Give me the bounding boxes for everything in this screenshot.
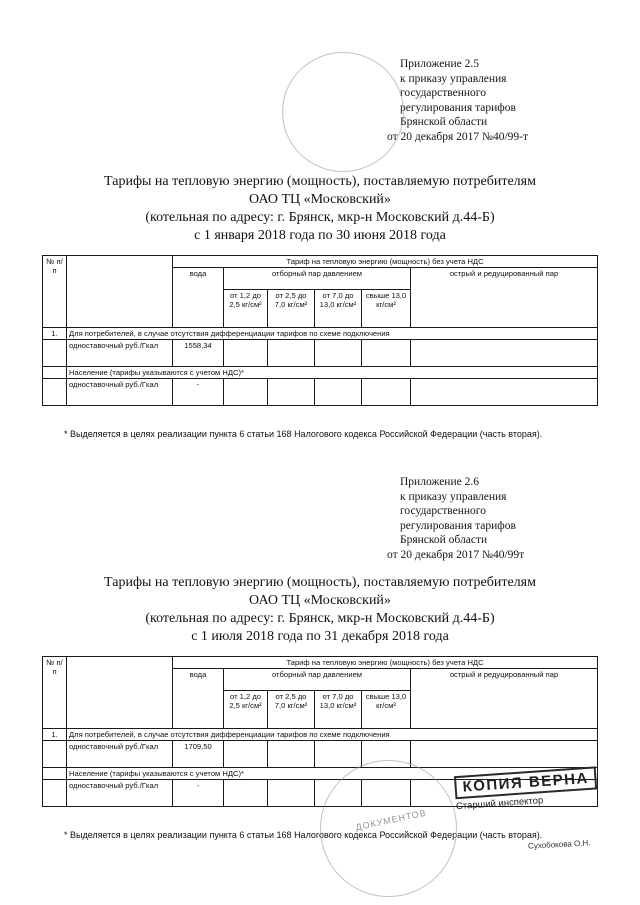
stamp-title: КОПИЯ ВЕРНА: [454, 766, 598, 799]
cell-empty: [224, 340, 268, 367]
row-num: 1.: [43, 729, 67, 741]
title-period: с 1 июля 2018 года по 31 декабря 2018 года: [191, 629, 449, 644]
appendix-line: регулирования тарифов: [400, 101, 516, 114]
tariff-table-1: [42, 255, 598, 406]
stamp-signature-name: Сухобокова О.Н.: [527, 838, 591, 851]
appendix-date: от 20 декабря 2017 №40/99-т: [387, 130, 529, 143]
cell-empty: [43, 780, 67, 807]
header-tariff: Тариф на тепловую энергию (мощность) без учета НДС: [173, 256, 598, 268]
header-sharp-steam: острый и редуцированный пар: [411, 669, 598, 729]
appendix-line: государственного: [400, 505, 486, 517]
appendix-line: Брянской области: [400, 116, 488, 128]
cell-value-water: 1709,50: [173, 741, 224, 768]
cell-empty: [268, 780, 315, 807]
header-empty: [67, 256, 173, 328]
stamp-role: Старший инспектор: [455, 795, 544, 813]
cell-value-population: -: [173, 379, 224, 406]
appendix-line: к приказу управления: [400, 72, 507, 85]
appendix-line: к приказу управления: [400, 490, 507, 503]
header-water: вода: [173, 669, 224, 729]
cell-empty: [224, 741, 268, 768]
appendix-block-2: [387, 475, 525, 562]
row-single-rate: одноставочный руб./Гкал: [67, 741, 173, 768]
header-pressure-3: от 7,0 до 13,0 кг/см²: [315, 290, 362, 328]
cell-empty: [43, 367, 67, 379]
faint-seal-bottom: [320, 760, 457, 897]
header-empty: [67, 657, 173, 729]
title-line: Тарифы на тепловую энергию (мощность), поставляемую потребителям: [104, 575, 536, 590]
header-pressure-1: от 1,2 до 2,5 кг/см²: [224, 691, 268, 729]
appendix-block-1: [387, 57, 529, 144]
header-water: вода: [173, 268, 224, 328]
cell-empty: [224, 780, 268, 807]
cell-value-water: 1558,34: [173, 340, 224, 367]
appendix-line: Брянской области: [400, 534, 488, 546]
cell-value-population: -: [173, 780, 224, 807]
cell-empty: [411, 379, 598, 406]
row-consumers: Для потребителей, в случае отсутствия дифференциации тарифов по схеме подключения: [67, 328, 598, 340]
footnote-1: * Выделяется в целях реализации пункта 6 статьи 168 Налогового кодекса Российской Федерации (часть вторая).: [64, 429, 543, 439]
header-steam: отборный пар давлением: [224, 268, 411, 290]
cell-empty: [43, 768, 67, 780]
appendix-line: Приложение 2.6: [400, 476, 479, 488]
cell-empty: [362, 379, 411, 406]
row-num: 1.: [43, 328, 67, 340]
title-line: ОАО ТЦ «Московский»: [249, 192, 391, 207]
cell-empty: [362, 340, 411, 367]
cell-empty: [411, 741, 598, 768]
faint-seal-top: [282, 52, 404, 172]
cell-empty: [268, 379, 315, 406]
cell-empty: [315, 340, 362, 367]
appendix-line: Приложение 2.5: [400, 58, 479, 70]
row-population: Население (тарифы указываются с учетом НДС)*: [67, 768, 598, 780]
row-population: Население (тарифы указываются с учетом НДС)*: [67, 367, 598, 379]
appendix-line: регулирования тарифов: [400, 519, 516, 532]
title-line: ОАО ТЦ «Московский»: [249, 593, 391, 608]
header-tariff: Тариф на тепловую энергию (мощность) без учета НДС: [173, 657, 598, 669]
header-pressure-4: свыше 13,0 кг/см²: [362, 691, 411, 729]
document-title-1: [40, 173, 600, 245]
header-num: № п/п: [43, 256, 67, 328]
header-pressure-2: от 2,5 до 7,0 кг/см²: [268, 290, 315, 328]
cell-empty: [411, 340, 598, 367]
appendix-date: от 20 декабря 2017 №40/99т: [387, 548, 525, 561]
cell-empty: [224, 379, 268, 406]
header-pressure-2: от 2,5 до 7,0 кг/см²: [268, 691, 315, 729]
seal-text: ДОКУМЕНТОВ: [354, 807, 428, 833]
cell-empty: [43, 741, 67, 768]
header-steam: отборный пар давлением: [224, 669, 411, 691]
footnote-2: * Выделяется в целях реализации пункта 6 статьи 168 Налогового кодекса Российской Федерации (часть вторая).: [64, 830, 543, 840]
cell-empty: [315, 741, 362, 768]
title-line: Тарифы на тепловую энергию (мощность), поставляемую потребителям: [104, 174, 536, 189]
row-consumers: Для потребителей, в случае отсутствия дифференциации тарифов по схеме подключения: [67, 729, 598, 741]
header-sharp-steam: острый и редуцированный пар: [411, 268, 598, 328]
header-pressure-3: от 7,0 до 13,0 кг/см²: [315, 691, 362, 729]
appendix-line: государственного: [400, 87, 486, 99]
title-line: (котельная по адресу: г. Брянск, мкр-н Московский д.44-Б): [145, 611, 495, 626]
cell-empty: [268, 741, 315, 768]
cell-empty: [315, 379, 362, 406]
cell-empty: [268, 340, 315, 367]
cell-empty: [43, 379, 67, 406]
row-single-rate-population: одноставочный руб./Гкал: [67, 379, 173, 406]
row-single-rate: одноставочный руб./Гкал: [67, 340, 173, 367]
header-pressure-1: от 1,2 до 2,5 кг/см²: [224, 290, 268, 328]
title-period: с 1 января 2018 года по 30 июня 2018 года: [194, 228, 446, 243]
document-title-2: [40, 574, 600, 646]
title-line: (котельная по адресу: г. Брянск, мкр-н Московский д.44-Б): [145, 210, 495, 225]
row-single-rate-population: одноставочный руб./Гкал: [67, 780, 173, 807]
header-pressure-4: свыше 13,0 кг/см²: [362, 290, 411, 328]
header-num: № п/п: [43, 657, 67, 729]
cell-empty: [43, 340, 67, 367]
